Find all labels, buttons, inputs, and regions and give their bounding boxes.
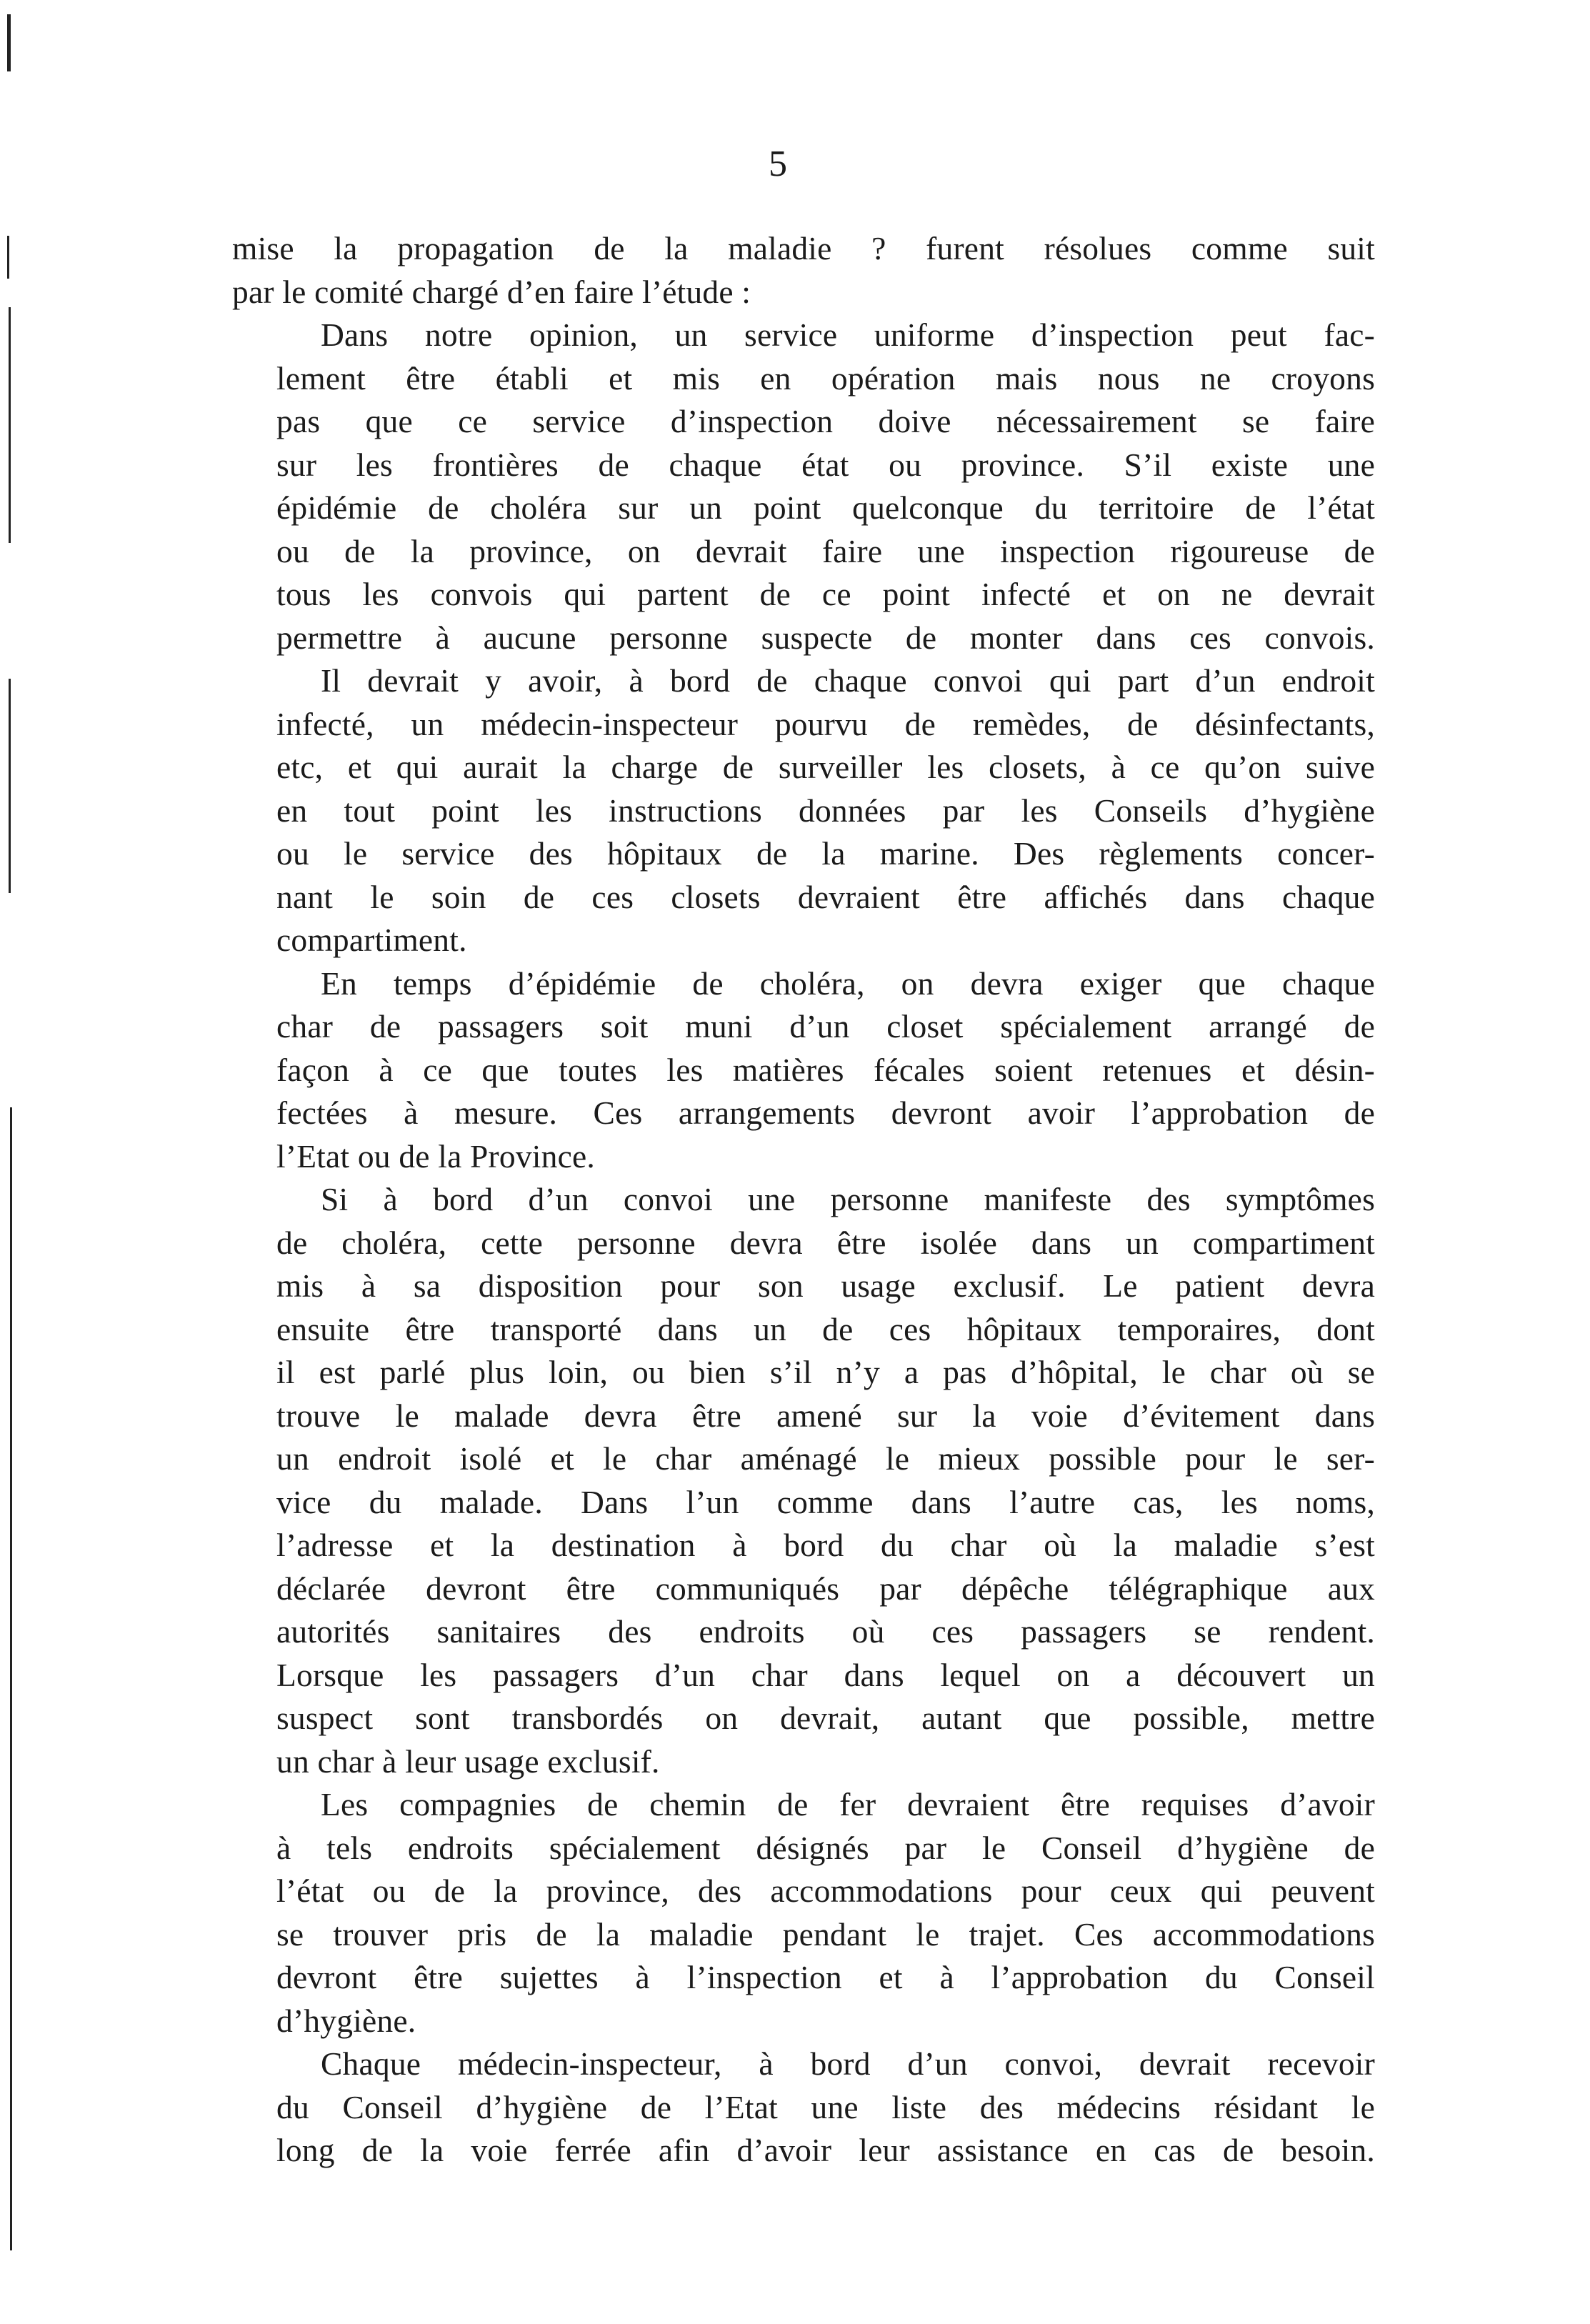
- text-line: vice du malade. Dans l’un comme dans l’autre cas, les noms,: [276, 1483, 1375, 1520]
- text-line: l’état ou de la province, des accommodations pour ceux qui peuvent: [276, 1872, 1375, 1909]
- scan-edge-mark: [9, 307, 11, 543]
- text-line: autorités sanitaires des endroits où ces passagers se rendent.: [276, 1613, 1375, 1650]
- paragraph: [232, 962, 1375, 1179]
- text-line: En temps d’épidémie de choléra, on devra exiger que chaque: [321, 964, 1375, 1002]
- paragraph: [232, 227, 1375, 314]
- page-number: 5: [769, 144, 787, 184]
- text-line: lement être établi et mis en opération mais nous ne croyons: [276, 359, 1375, 397]
- text-line: pas que ce service d’inspection doive nécessairement se faire: [276, 403, 1375, 439]
- text-line: de choléra, cette personne devra être isolée dans un compartiment: [276, 1224, 1375, 1261]
- text-line: un endroit isolé et le char aménagé le mieux possible pour le ser-: [276, 1440, 1375, 1477]
- text-line: déclarée devront être communiqués par dépêche télégraphique aux: [276, 1570, 1375, 1607]
- text-line: Chaque médecin-inspecteur, à bord d’un convoi, devrait recevoir: [321, 2045, 1375, 2082]
- text-line: fectées à mesure. Ces arrangements devront avoir l’approbation de: [276, 1094, 1375, 1131]
- text-line: trouve le malade devra être amené sur la voie d’évitement dans: [276, 1397, 1375, 1434]
- text-line: char de passagers soit muni d’un closet spécialement arrangé de: [276, 1008, 1375, 1044]
- text-line: épidémie de choléra sur un point quelconque du territoire de l’état: [276, 489, 1375, 526]
- paragraph: [232, 659, 1375, 962]
- text-line: un char à leur usage exclusif.: [276, 1742, 660, 1780]
- text-line: mise la propagation de la maladie ? furent résolues comme suit: [232, 230, 1375, 266]
- text-line: permettre à aucune personne suspecte de monter dans ces convois.: [276, 619, 1375, 656]
- scan-edge-mark: [9, 679, 11, 893]
- text-line: par le comité chargé d’en faire l’étude :: [232, 273, 751, 310]
- text-line: ou de la province, on devrait faire une inspection rigoureuse de: [276, 532, 1375, 569]
- text-line: façon à ce que toutes les matières fécales soient retenues et désin-: [276, 1051, 1375, 1088]
- text-line: Lorsque les passagers d’un char dans lequel on a découvert un: [276, 1656, 1375, 1693]
- paragraph: [232, 314, 1375, 659]
- paragraph: [232, 1178, 1375, 1783]
- text-line: devront être sujettes à l’inspection et à l’approbation du Conseil: [276, 1959, 1375, 1995]
- text-line: tous les convois qui partent de ce point infecté et on ne devrait: [276, 576, 1375, 612]
- text-line: mis à sa disposition pour son usage exclusif. Le patient devra: [276, 1267, 1375, 1304]
- text-line: suspect sont transbordés on devrait, autant que possible, mettre: [276, 1700, 1375, 1736]
- text-line: l’Etat ou de la Province.: [276, 1137, 595, 1175]
- text-line: Il devrait y avoir, à bord de chaque convoi qui part d’un endroit: [321, 662, 1375, 699]
- scan-edge-mark: [10, 1107, 12, 2250]
- text-line: sur les frontières de chaque état ou province. S’il existe une: [276, 446, 1375, 483]
- text-line: etc, et qui aurait la charge de surveiller les closets, à ce qu’on suive: [276, 749, 1375, 785]
- text-line: se trouver pris de la maladie pendant le trajet. Ces accommodations: [276, 1915, 1375, 1953]
- paragraph: [232, 2043, 1375, 2173]
- text-line: en tout point les instructions données par les Conseils d’hygiène: [276, 792, 1375, 829]
- text-line: Si à bord d’un convoi une personne manifeste des symptômes: [321, 1181, 1375, 1217]
- text-line: à tels endroits spécialement désignés par le Conseil d’hygiène de: [276, 1829, 1375, 1866]
- text-line: d’hygiène.: [276, 2002, 416, 2039]
- text-line: il est parlé plus loin, ou bien s’il n’y a pas d’hôpital, le char où se: [276, 1354, 1375, 1390]
- text-line: ou le service des hôpitaux de la marine. Des règlements concer-: [276, 835, 1375, 872]
- text-line: nant le soin de ces closets devraient être affichés dans chaque: [276, 878, 1375, 915]
- scan-edge-mark: [7, 236, 9, 279]
- paragraph: [232, 1783, 1375, 2043]
- body-text: [232, 227, 1375, 2173]
- text-line: Dans notre opinion, un service uniforme d’inspection peut fac-: [321, 316, 1375, 353]
- text-line: ensuite être transporté dans un de ces hôpitaux temporaires, dont: [276, 1310, 1375, 1347]
- scan-edge-mark: [7, 14, 11, 71]
- text-line: du Conseil d’hygiène de l’Etat une liste des médecins résidant le: [276, 2088, 1375, 2125]
- text-line: l’adresse et la destination à bord du char où la maladie s’est: [276, 1527, 1375, 1563]
- text-line: Les compagnies de chemin de fer devraient être requises d’avoir: [321, 1786, 1375, 1822]
- text-line: long de la voie ferrée afin d’avoir leur assistance en cas de besoin.: [276, 2132, 1375, 2168]
- text-line: infecté, un médecin-inspecteur pourvu de remèdes, de désinfectants,: [276, 705, 1375, 742]
- text-line: compartiment.: [276, 922, 467, 958]
